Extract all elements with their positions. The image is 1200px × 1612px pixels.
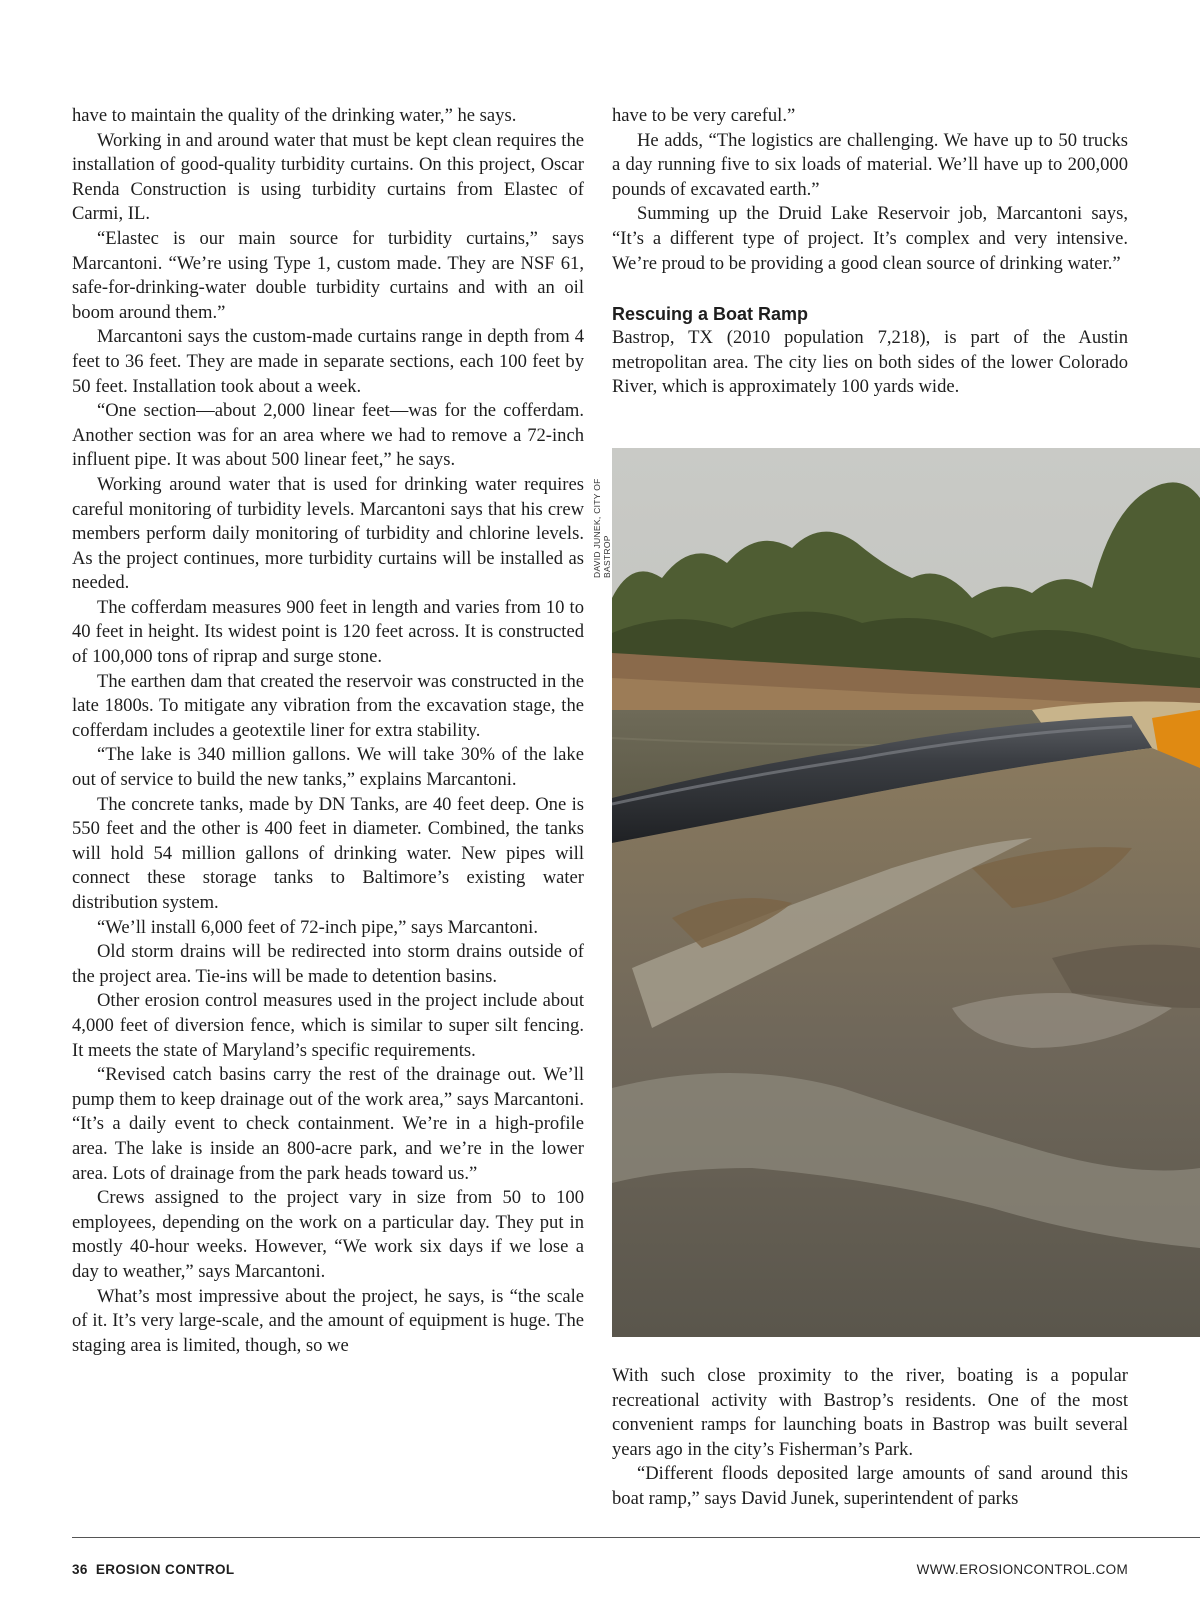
paragraph: The earthen dam that created the reservoir was constructed in the late 1800s. To mitigate any vibration from the excavation stage, the cofferdam includes a geotextile liner for extra stability. <box>72 670 584 741</box>
paragraph: “The lake is 340 million gallons. We will take 30% of the lake out of service to build the new tanks,” explains Marcantoni. <box>72 744 584 791</box>
paragraph: have to be very careful.” <box>612 105 796 126</box>
river-photo <box>612 448 1200 1337</box>
paragraph: Other erosion control measures used in the project include about 4,000 feet of diversion fence, which is similar to super silt fencing. It meets the state of Maryland’s specific requirements. <box>72 990 584 1061</box>
page-number: 36 <box>72 1562 88 1577</box>
right-column-bottom <box>612 1364 1128 1512</box>
paragraph: Summing up the Druid Lake Reservoir job, Marcantoni says, “It’s a different type of project. It’s complex and very intensive. We’re proud to be providing a good clean source of drinking water.” <box>612 203 1128 274</box>
section-subhead: Rescuing a Boat Ramp <box>612 304 809 325</box>
right-column-top <box>612 104 1128 400</box>
paragraph: With such close proximity to the river, boating is a popular recreational activity with Bastrop’s residents. One of the most convenient ramps for launching boats in Bastrop was built several years ago in the city’s Fisherman’s Park. <box>612 1365 1128 1460</box>
paragraph: have to maintain the quality of the drinking water,” he says. <box>72 105 517 126</box>
publication-name: EROSION CONTROL <box>95 1562 235 1577</box>
photo-credit: DAVID JUNEK, CITY OF BASTROP <box>592 478 612 578</box>
paragraph: Crews assigned to the project vary in size from 50 to 100 employees, depending on the work on a particular day. They put in mostly 40-hour weeks. However, “We work six days if we lose a day to weather,” says Marcantoni. <box>72 1187 584 1282</box>
paragraph: “One section—about 2,000 linear feet—was for the cofferdam. Another section was for an area where we had to remove a 72-inch influent pipe. It was about 500 linear feet,” he says. <box>72 400 584 471</box>
paragraph: Old storm drains will be redirected into storm drains outside of the project area. Tie-ins will be made to detention basins. <box>72 941 584 987</box>
footer-rule <box>72 1537 1200 1538</box>
paragraph: Marcantoni says the custom-made curtains range in depth from 4 feet to 36 feet. They are made in separate sections, each 100 feet by 50 feet. Installation took about a week. <box>72 326 584 397</box>
site-url: WWW.EROSIONCONTROL.COM <box>916 1562 1128 1577</box>
paragraph: Bastrop, TX (2010 population 7,218), is part of the Austin metropolitan area. The city lies on both sides of the lower Colorado River, which is approximately 100 yards wide. <box>612 327 1128 398</box>
paragraph: “We’ll install 6,000 feet of 72-inch pipe,” says Marcantoni. <box>97 916 539 938</box>
left-column <box>72 104 584 1358</box>
paragraph: The concrete tanks, made by DN Tanks, are 40 feet deep. One is 550 feet and the other is 400 feet in diameter. Combined, the tanks will hold 54 million gallons of drinking water. New pipes will connect these storage tanks to Baltimore’s existing water distribution system. <box>72 793 584 913</box>
folio <box>72 1562 235 1577</box>
paragraph: What’s most impressive about the project, he says, is “the scale of it. It’s very large-scale, and the amount of equipment is huge. The staging area is limited, though, so we <box>72 1285 584 1356</box>
paragraph: “Different floods deposited large amounts of sand around this boat ramp,” says David Junek, superintendent of parks <box>612 1463 1128 1509</box>
paragraph: The cofferdam measures 900 feet in length and varies from 10 to 40 feet in height. Its widest point is 120 feet across. It is constructed of 100,000 tons of riprap and surge stone. <box>72 596 584 668</box>
paragraph: Working in and around water that must be kept clean requires the installation of good-quality turbidity curtains. On this project, Oscar Renda Construction is using turbidity curtains from Elastec of Carmi, IL. <box>72 129 584 225</box>
paragraph: “Elastec is our main source for turbidity curtains,” says Marcantoni. “We’re using Type 1, custom made. They are NSF 61, safe-for-drinking-water double turbidity curtains and with an oil boom around them.” <box>72 227 584 323</box>
paragraph: Working around water that is used for drinking water requires careful monitoring of turbidity levels. Marcantoni says that his crew members perform daily monitoring of turbidity and chlorine levels. As the project continues, more turbidity curtains will be installed as needed. <box>72 473 584 594</box>
paragraph: “Revised catch basins carry the rest of the drainage out. We’ll pump them to keep drainage out of the work area,” says Marcantoni. “It’s a daily event to check containment. We’re in a high-profile area. The lake is inside an 800-acre park, and we’re in the lower area. Lots of drainage from the park heads toward us.” <box>72 1064 584 1184</box>
paragraph: He adds, “The logistics are challenging. We have up to 50 trucks a day running five to six loads of material. We’ll have up to 200,000 pounds of excavated earth.” <box>612 129 1128 200</box>
